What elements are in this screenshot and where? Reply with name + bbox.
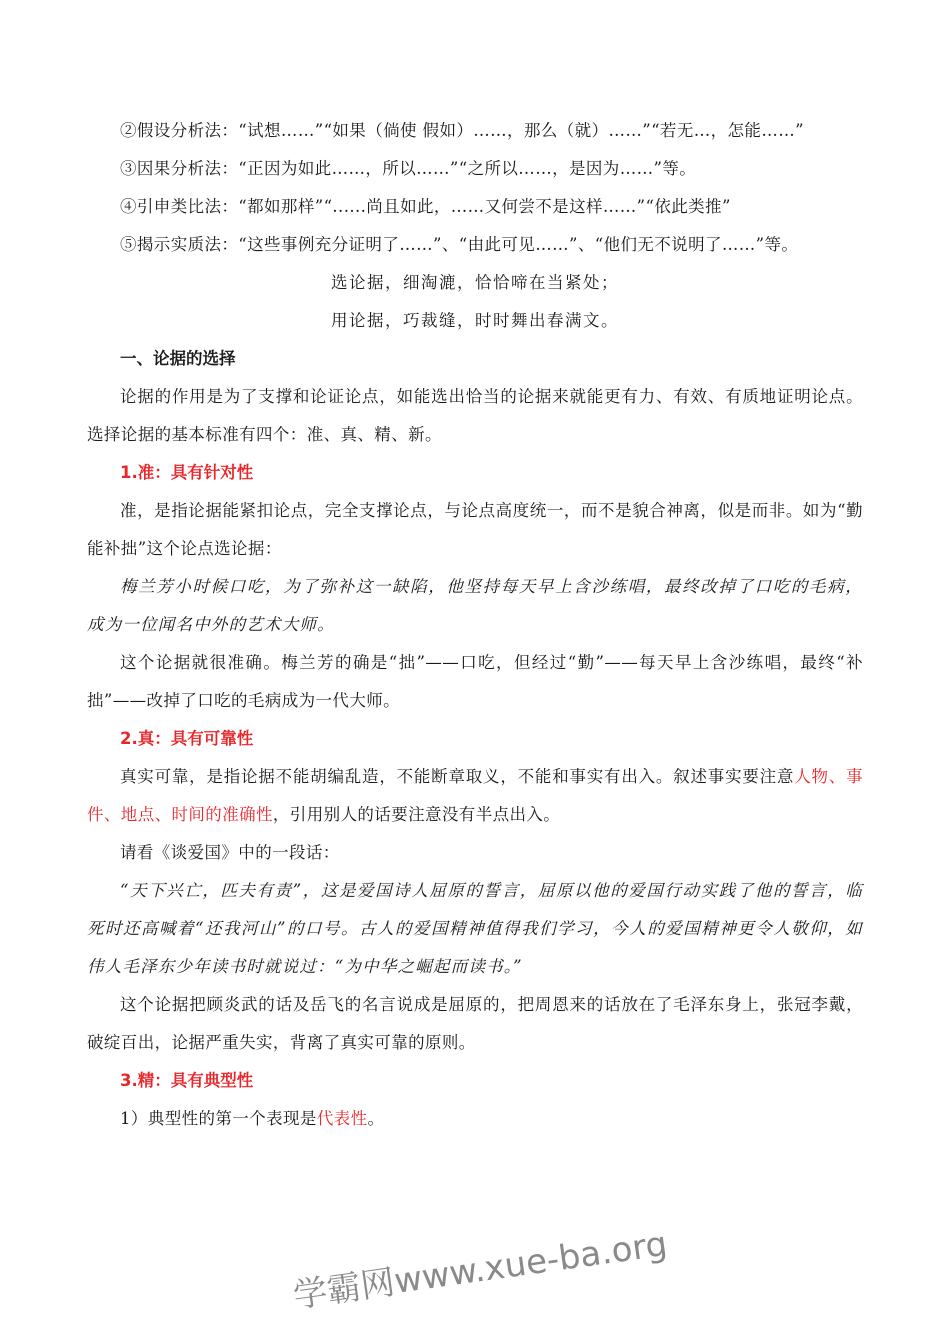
truth-explain: 这个论据把顾炎武的话及岳飞的名言说成是屈原的，把周恩来的话放在了毛泽东身上，张冠李戴，破绽百出，论据严重失实，背离了真实可靠的原则。: [87, 995, 863, 1052]
typical-item-b: 。: [367, 1109, 385, 1128]
section-heading: 一、论据的选择: [120, 349, 236, 368]
method-analogy: ④引申类比法：“都如那样”“......尚且如此，……又何尝不是这样……”“依此类推”: [120, 197, 731, 216]
accuracy-explain: 这个论据就很准确。梅兰芳的确是“拙”——口吃，但经过“勤”——每天早上含沙练唱，最终“补拙”——改掉了口吃的毛病成为一代大师。: [87, 653, 863, 710]
accuracy-quote: 梅兰芳小时候口吃，为了弥补这一缺陷，他坚持每天早上含沙练唱，最终改掉了口吃的毛病，成为一位闻名中外的艺术大师。: [87, 577, 863, 634]
method-causal: ③因果分析法：“正因为如此……，所以……”“之所以……，是因为……”等。: [120, 159, 697, 178]
method-hypothesis: ②假设分析法：“试想……”“如果（倘使 假如）……，那么（就）……”“若无…，怎能……”: [120, 121, 804, 140]
truth-text-a: 真实可靠，是指论据不能胡编乱造，不能断章取义，不能和事实有出入。叙述事实要注意: [120, 767, 795, 786]
sub-heading-accuracy: 1.准：具有针对性: [120, 463, 254, 482]
truth-text-b: ，引用别人的话要注意没有半点出入。: [272, 805, 561, 824]
truth-quote: “天下兴亡，匹夫有责”，这是爱国诗人屈原的誓言，屈原以他的爱国行动实践了他的誓言，临死时还高喊着“还我河山”的口号。古人的爱国精神值得我们学习，今人的爱国精神更令人敬仰，如伟人毛泽东少年读书时就说过：“为中华之崛起而读书。”: [87, 881, 863, 976]
section-intro: 论据的作用是为了支撑和论证论点，如能选出恰当的论据来就能更有力、有效、有质地证明论点。选择论据的基本标准有四个：准、真、精、新。: [87, 387, 863, 444]
watermark: 学霸网www.xue-ba.org: [290, 1224, 670, 1317]
accuracy-text: 准，是指论据能紧扣论点，完全支撑论点，与论点高度统一，而不是貌合神离，似是而非。如为“勤能补拙”这个论点选论据：: [87, 501, 863, 558]
method-essence: ⑤揭示实质法：“这些事例充分证明了……”、“由此可见……”、“他们无不说明了……”等。: [120, 235, 799, 254]
truth-text-highlight: 人物、事件、地点、时间的准确性: [87, 767, 863, 824]
truth-lead: 请看《谈爱国》中的一段话：: [120, 843, 340, 862]
document-body: [87, 112, 863, 1138]
typical-item-highlight: 代表性: [316, 1109, 368, 1128]
sub-heading-typical: 3.精：具有典型性: [120, 1071, 254, 1090]
typical-item-a: 1）典型性的第一个表现是: [120, 1109, 317, 1128]
truth-text: [87, 758, 863, 834]
verse-line-2: 用论据，巧裁缝，时时舞出春满文。: [331, 311, 619, 330]
sub-heading-truth: 2.真：具有可靠性: [120, 729, 254, 748]
typical-item: [87, 1100, 863, 1138]
verse-line-1: 选论据，细淘漉，恰恰啼在当紧处；: [331, 273, 619, 292]
